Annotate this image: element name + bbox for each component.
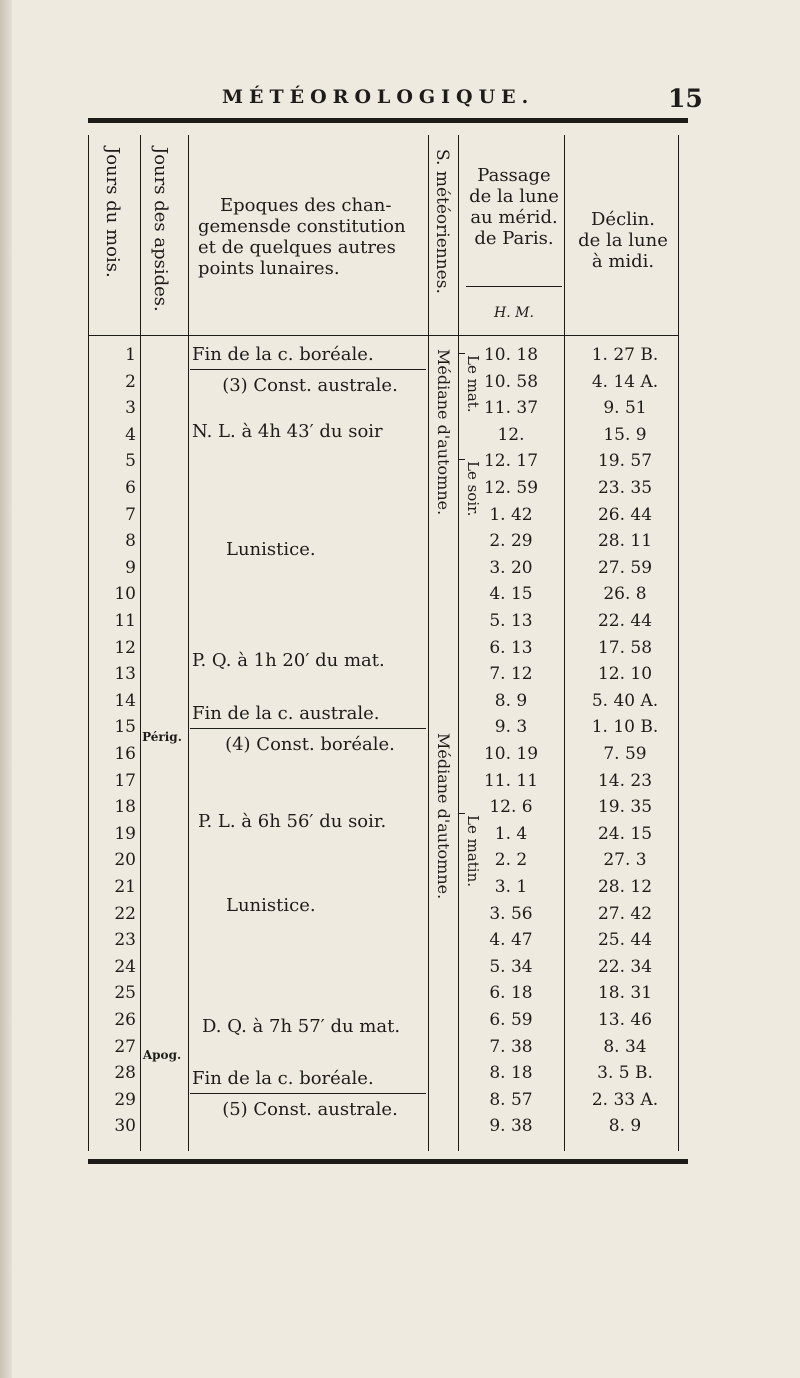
day-cell: 27 xyxy=(114,1037,136,1057)
passage-cell: 12. 17 xyxy=(483,451,539,471)
day-cell: 21 xyxy=(114,877,136,897)
passage-cell: 2. 2 xyxy=(494,850,528,870)
day-cell: 7 xyxy=(125,505,136,525)
passage-cell: 10. 58 xyxy=(483,372,539,392)
passage-cell: 10. 18 xyxy=(483,345,539,365)
day-cell: 10 xyxy=(114,584,136,604)
day-cell: 14 xyxy=(114,691,136,711)
declination-cell: 27. 59 xyxy=(597,558,653,578)
event-separator xyxy=(190,1093,426,1094)
day-cell: 15 xyxy=(114,717,136,737)
col-header-apsides: Jours des apsides. xyxy=(150,147,171,312)
day-cell: 12 xyxy=(114,638,136,658)
declination-cell: 28. 11 xyxy=(597,531,653,551)
table-rule-meteor xyxy=(458,135,459,1151)
day-cell: 5 xyxy=(125,451,136,471)
event-10: D. Q. à 7h 57′ du mat. xyxy=(202,1016,401,1037)
declination-cell: 3. 5 B. xyxy=(597,1063,653,1083)
passage-cell: 6. 18 xyxy=(489,983,533,1003)
declination-cell: 15. 9 xyxy=(603,425,647,445)
day-cell: 9 xyxy=(125,558,136,578)
event-5: P. Q. à 1h 20′ du mat. xyxy=(192,650,385,671)
apside-perigee: Périg. xyxy=(142,730,182,744)
declination-cell: 17. 58 xyxy=(597,638,653,658)
declination-cell: 26. 8 xyxy=(603,584,647,604)
declination-cell: 8. 34 xyxy=(603,1037,647,1057)
day-cell: 18 xyxy=(114,797,136,817)
day-cell: 20 xyxy=(114,850,136,870)
passage-cell: 1. 4 xyxy=(494,824,528,844)
declination-cell: 27. 3 xyxy=(603,850,647,870)
day-cell: 28 xyxy=(114,1063,136,1083)
day-cell: 25 xyxy=(114,983,136,1003)
passage-cell: 2. 29 xyxy=(489,531,533,551)
day-cell: 17 xyxy=(114,771,136,791)
event-8: P. L. à 6h 56′ du soir. xyxy=(198,811,387,832)
col-header-events: Epoques des chan- gemensde constitution et de quelques autres points lunaires. xyxy=(198,195,406,279)
declination-cell: 19. 35 xyxy=(597,797,653,817)
passage-cell: 11. 11 xyxy=(483,771,539,791)
col-header-passage: Passage de la lune au mérid. de Paris. xyxy=(469,165,559,249)
day-cell: 22 xyxy=(114,904,136,924)
passage-cell: 8. 57 xyxy=(489,1090,533,1110)
day-cell: 3 xyxy=(125,398,136,418)
passage-cell: 5. 34 xyxy=(489,957,533,977)
table-rule-apsides xyxy=(188,135,189,1151)
day-cell: 24 xyxy=(114,957,136,977)
passage-cell: 6. 59 xyxy=(489,1010,533,1030)
page-header xyxy=(0,84,800,114)
declination-cell: 12. 10 xyxy=(597,664,653,684)
event-separator xyxy=(190,728,426,729)
declination-cell: 22. 44 xyxy=(597,611,653,631)
col-header-meteor: S. météoriennes. xyxy=(432,149,452,294)
passage-cell: 3. 56 xyxy=(489,904,533,924)
passage-cell: 12. xyxy=(497,425,525,445)
day-cell: 8 xyxy=(125,531,136,551)
day-cell: 26 xyxy=(114,1010,136,1030)
day-cell: 11 xyxy=(114,611,136,631)
passage-cell: 7. 38 xyxy=(489,1037,533,1057)
passage-cell: 11. 37 xyxy=(483,398,539,418)
declination-cell: 2. 33 A. xyxy=(591,1090,659,1110)
passage-cell: 3. 1 xyxy=(494,877,528,897)
passage-cell: 3. 20 xyxy=(489,558,533,578)
time-label-evening: Le soir. xyxy=(464,461,482,517)
day-cell: 2 xyxy=(125,372,136,392)
ephemeris-table xyxy=(88,118,688,1164)
declination-cell: 13. 46 xyxy=(597,1010,653,1030)
event-9: Lunistice. xyxy=(226,895,316,916)
declination-cell: 28. 12 xyxy=(597,877,653,897)
day-cell: 6 xyxy=(125,478,136,498)
event-1: Fin de la c. boréale. xyxy=(192,344,374,365)
passage-cell: 9. 3 xyxy=(494,717,528,737)
passage-cell: 10. 19 xyxy=(483,744,539,764)
passage-cell: 4. 47 xyxy=(489,930,533,950)
passage-cell: 6. 13 xyxy=(489,638,533,658)
passage-unit-rule xyxy=(466,286,562,287)
page-number: 15 xyxy=(668,84,703,113)
event-4: Lunistice. xyxy=(226,539,316,560)
declination-cell: 25. 44 xyxy=(597,930,653,950)
col-header-day: Jours du mois. xyxy=(102,147,123,278)
declination-cell: 27. 42 xyxy=(597,904,653,924)
declination-cell: 23. 35 xyxy=(597,478,653,498)
table-rule-passage xyxy=(564,135,565,1151)
declination-cell: 19. 57 xyxy=(597,451,653,471)
day-cell: 4 xyxy=(125,425,136,445)
event-6: Fin de la c. australe. xyxy=(192,703,380,724)
declination-cell: 24. 15 xyxy=(597,824,653,844)
day-cell: 16 xyxy=(114,744,136,764)
day-cell: 1 xyxy=(125,345,136,365)
declination-cell: 7. 59 xyxy=(603,744,647,764)
passage-cell: 9. 38 xyxy=(489,1116,533,1136)
time-label-morning-1: Le mat. xyxy=(464,355,482,413)
running-title: MÉTÉOROLOGIQUE. xyxy=(222,86,535,108)
passage-cell: 12. 6 xyxy=(489,797,533,817)
declination-cell: 5. 40 A. xyxy=(591,691,659,711)
passage-cell: 1. 42 xyxy=(489,505,533,525)
declination-cell: 1. 10 B. xyxy=(591,717,659,737)
header-rule xyxy=(88,335,678,336)
event-11: Fin de la c. boréale. xyxy=(192,1068,374,1089)
declination-cell: 1. 27 B. xyxy=(591,345,659,365)
day-cell: 23 xyxy=(114,930,136,950)
passage-cell: 7. 12 xyxy=(489,664,533,684)
meteor-label-1: Médiane d'automne. xyxy=(434,349,453,516)
page-edge-shadow xyxy=(0,0,12,1378)
table-rule-day xyxy=(140,135,141,1151)
declination-cell: 18. 31 xyxy=(597,983,653,1003)
event-separator xyxy=(190,369,426,370)
col-header-decl: Déclin. de la lune à midi. xyxy=(578,209,668,272)
time-label-morning-2: Le matin. xyxy=(464,815,482,888)
passage-cell: 8. 9 xyxy=(494,691,528,711)
apside-apogee: Apog. xyxy=(142,1048,182,1062)
event-3: N. L. à 4h 43′ du soir xyxy=(192,421,383,442)
day-cell: 13 xyxy=(114,664,136,684)
day-cell: 29 xyxy=(114,1090,136,1110)
declination-cell: 8. 9 xyxy=(608,1116,642,1136)
event-12: (5) Const. australe. xyxy=(222,1099,398,1120)
meteor-label-2: Médiane d'automne. xyxy=(434,733,453,900)
declination-cell: 14. 23 xyxy=(597,771,653,791)
declination-cell: 4. 14 A. xyxy=(591,372,659,392)
passage-cell: 12. 59 xyxy=(483,478,539,498)
passage-cell: 8. 18 xyxy=(489,1063,533,1083)
col-header-passage-unit: H. M. xyxy=(494,305,534,321)
declination-cell: 26. 44 xyxy=(597,505,653,525)
event-2: (3) Const. australe. xyxy=(222,375,398,396)
passage-cell: 4. 15 xyxy=(489,584,533,604)
table-rule-events xyxy=(428,135,429,1151)
declination-cell: 22. 34 xyxy=(597,957,653,977)
event-7: (4) Const. boréale. xyxy=(225,734,395,755)
day-cell: 19 xyxy=(114,824,136,844)
declination-cell: 9. 51 xyxy=(603,398,647,418)
day-cell: 30 xyxy=(114,1116,136,1136)
passage-cell: 5. 13 xyxy=(489,611,533,631)
